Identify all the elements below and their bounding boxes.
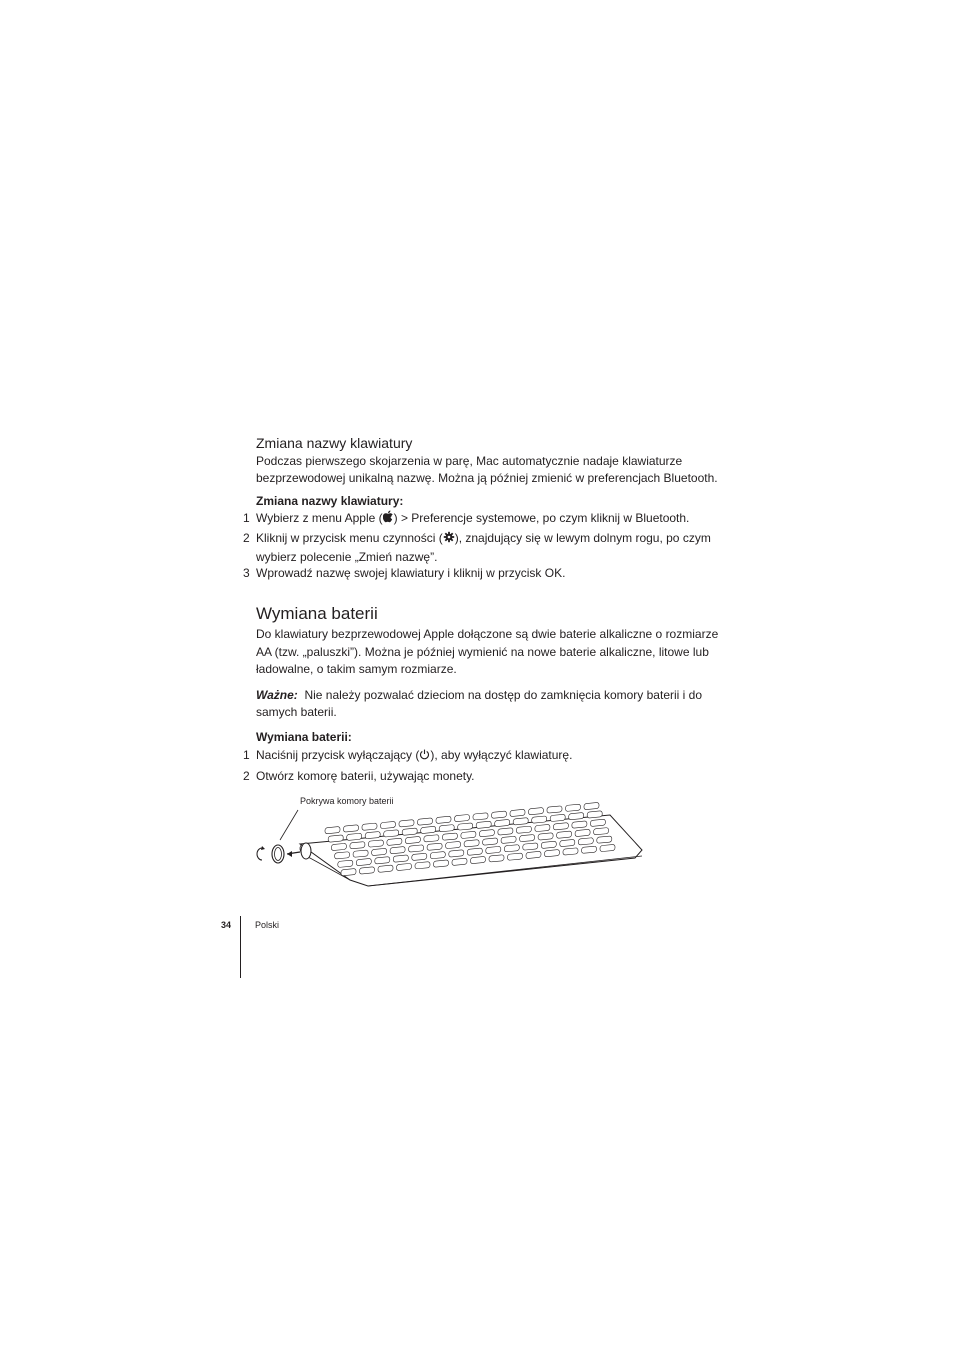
keyboard-key — [399, 820, 414, 827]
rename-intro-line-2: bezprzewodowej unikalną nazwę. Można ją później zmienić w preferencjach Bluetooth. — [256, 471, 718, 485]
keyboard-key — [553, 823, 568, 830]
keyboard-key — [362, 823, 377, 830]
keyboard-key — [452, 858, 467, 865]
keyboard-key — [467, 848, 482, 855]
keyboard-key — [501, 836, 516, 843]
keyboard-key — [368, 840, 383, 847]
keyboard-key — [541, 841, 556, 848]
battery-intro-line-3: ładowalne, o takim samym rozmiarze. — [256, 662, 457, 676]
keyboard-key — [538, 833, 553, 840]
keyboard-key — [424, 835, 439, 842]
keyboard-key — [526, 851, 541, 858]
rename-step-1 — [243, 509, 716, 528]
keyboard-key — [492, 811, 507, 818]
keyboard-key — [584, 802, 599, 809]
keyboard-key — [550, 814, 565, 821]
keyboard-key — [563, 848, 578, 855]
keyboard-key — [350, 842, 365, 849]
keyboard-key — [387, 838, 402, 845]
keyboard-key — [360, 867, 375, 874]
important-text: Nie należy pozwalać dzieciom na dostęp do zamknięcia komory baterii i do — [304, 688, 702, 702]
keyboard-key — [446, 841, 461, 848]
keyboard-key — [365, 831, 380, 838]
battery-intro-line-1: Do klawiatury bezprzewodowej Apple dołączone są dwie baterie alkaliczne o rozmiarze — [256, 627, 719, 641]
keyboard-key — [600, 844, 615, 851]
keyboard-key — [378, 865, 393, 872]
keyboard-key — [545, 849, 560, 856]
keyboard-key — [372, 848, 387, 855]
keyboard-key — [434, 860, 449, 867]
step-number: 3 — [243, 566, 250, 580]
keyboard-key — [566, 804, 581, 811]
step-text-a: Kliknij w przycisk menu czynności ( — [256, 531, 443, 545]
keyboard-key — [402, 828, 417, 835]
step-text-b: ) > Preferencje systemowe, po czym kliknij w Bluetooth. — [393, 511, 690, 525]
keyboard-key — [535, 824, 550, 831]
keyboard-key — [578, 838, 593, 845]
keyboard-key — [430, 851, 445, 858]
keyboard-key — [508, 853, 523, 860]
apple-logo-icon — [383, 510, 394, 528]
step-number: 1 — [243, 511, 250, 525]
step-text-b: ), znajdujący się w lewym dolnym rogu, po czym — [454, 531, 711, 545]
keyboard-key — [489, 855, 504, 862]
keyboard-key — [427, 843, 442, 850]
battery-steps-title: Wymiana baterii: — [256, 730, 352, 744]
rename-step-2 — [243, 529, 716, 566]
rename-steps-title: Zmiana nazwy klawiatury: — [256, 494, 404, 508]
keyboard-key — [442, 833, 457, 840]
keyboard-key — [344, 825, 359, 832]
keyboard-key — [461, 831, 476, 838]
rename-intro-line-1: Podczas pierwszego skojarzenia w parę, Mac automatycznie nadaje klawiaturze — [256, 454, 683, 468]
battery-intro-line-2: AA (tzw. „paluszki”). Można je później wymienić na nowe baterie alkaliczne, litowe lub — [256, 645, 709, 659]
step-text-a: Otwórz komorę baterii, używając monety. — [256, 769, 475, 783]
keyboard-key — [523, 843, 538, 850]
keyboard-key — [483, 838, 498, 845]
step-text-b: ), aby wyłączyć klawiaturę. — [430, 748, 573, 762]
keyboard-key — [464, 840, 479, 847]
keyboard-key — [572, 821, 587, 828]
keyboard-key — [594, 828, 609, 835]
rename-step-3 — [243, 564, 716, 582]
step-number: 2 — [243, 531, 250, 545]
keyboard-key — [590, 819, 605, 826]
keyboard-key — [325, 826, 340, 833]
keyboard-key — [331, 843, 346, 850]
keyboard-key — [393, 855, 408, 862]
keyboard-key — [384, 830, 399, 837]
page-number: 34 — [221, 920, 232, 930]
step-text-a: Naciśnij przycisk wyłączający ( — [256, 748, 420, 762]
keyboard-key — [582, 846, 597, 853]
battery-step-1 — [243, 746, 716, 765]
keyboard-key — [381, 821, 396, 828]
keyboard-key — [421, 826, 436, 833]
keyboard-key — [409, 845, 424, 852]
keyboard-key — [516, 826, 531, 833]
important-note-line-1 — [256, 686, 702, 704]
keyboard-key — [529, 807, 544, 814]
keyboard-key — [498, 828, 513, 835]
step-text-a: Wybierz z menu Apple ( — [256, 511, 383, 525]
section-heading-battery: Wymiana baterii — [256, 604, 378, 623]
keyboard-key — [415, 862, 430, 869]
keyboard-key — [520, 834, 535, 841]
keyboard-key — [356, 858, 371, 865]
keyboard-key — [436, 816, 451, 823]
keyboard-key — [328, 835, 343, 842]
step-number: 1 — [243, 748, 250, 762]
keyboard-key — [455, 814, 470, 821]
keyboard-key — [471, 856, 486, 863]
footer-language: Polski — [255, 920, 280, 930]
keyboard-key — [418, 818, 433, 825]
step-text-c: wybierz polecenie „Zmień nazwę”. — [256, 550, 438, 564]
keyboard-key — [397, 863, 412, 870]
keyboard-key — [504, 845, 519, 852]
keyboard-key — [557, 831, 572, 838]
keyboard-key — [353, 850, 368, 857]
keyboard-key — [547, 806, 562, 813]
keyboard-key — [575, 829, 590, 836]
keyboard-key — [375, 857, 390, 864]
keyboard-key — [513, 818, 528, 825]
keyboard-key — [347, 833, 362, 840]
keyboard-key — [560, 839, 575, 846]
section-heading-rename: Zmiana nazwy klawiatury — [256, 435, 413, 451]
keyboard-key — [532, 816, 547, 823]
keyboard-key — [476, 821, 491, 828]
step-text-a: Wprowadź nazwę swojej klawiatury i kliknij w przycisk OK. — [256, 566, 566, 580]
step-number: 2 — [243, 769, 250, 783]
keyboard-key — [412, 853, 427, 860]
keyboard-key — [473, 813, 488, 820]
keyboard-key — [495, 819, 510, 826]
keyboard-key — [510, 809, 525, 816]
power-icon — [419, 747, 430, 765]
battery-step-2 — [243, 767, 716, 785]
keyboard-illustration — [250, 800, 650, 895]
keyboard-key — [486, 846, 501, 853]
keyboard-key — [569, 812, 584, 819]
important-label: Ważne: — [256, 688, 298, 702]
keyboard-key — [458, 823, 473, 830]
keyboard-key — [335, 852, 350, 859]
gear-icon — [443, 530, 455, 548]
keyboard-key — [587, 811, 602, 818]
keyboard-key — [479, 829, 494, 836]
keyboard-key — [390, 846, 405, 853]
keyboard-key — [338, 860, 353, 867]
keyboard-key — [449, 850, 464, 857]
keyboard-key — [341, 868, 356, 875]
keyboard-key — [405, 836, 420, 843]
important-note-line-2: samych baterii. — [256, 705, 337, 719]
keyboard-key — [439, 825, 454, 832]
keyboard-key — [597, 836, 612, 843]
footer-divider — [240, 916, 241, 978]
figure-caption: Pokrywa komory baterii — [300, 796, 394, 806]
